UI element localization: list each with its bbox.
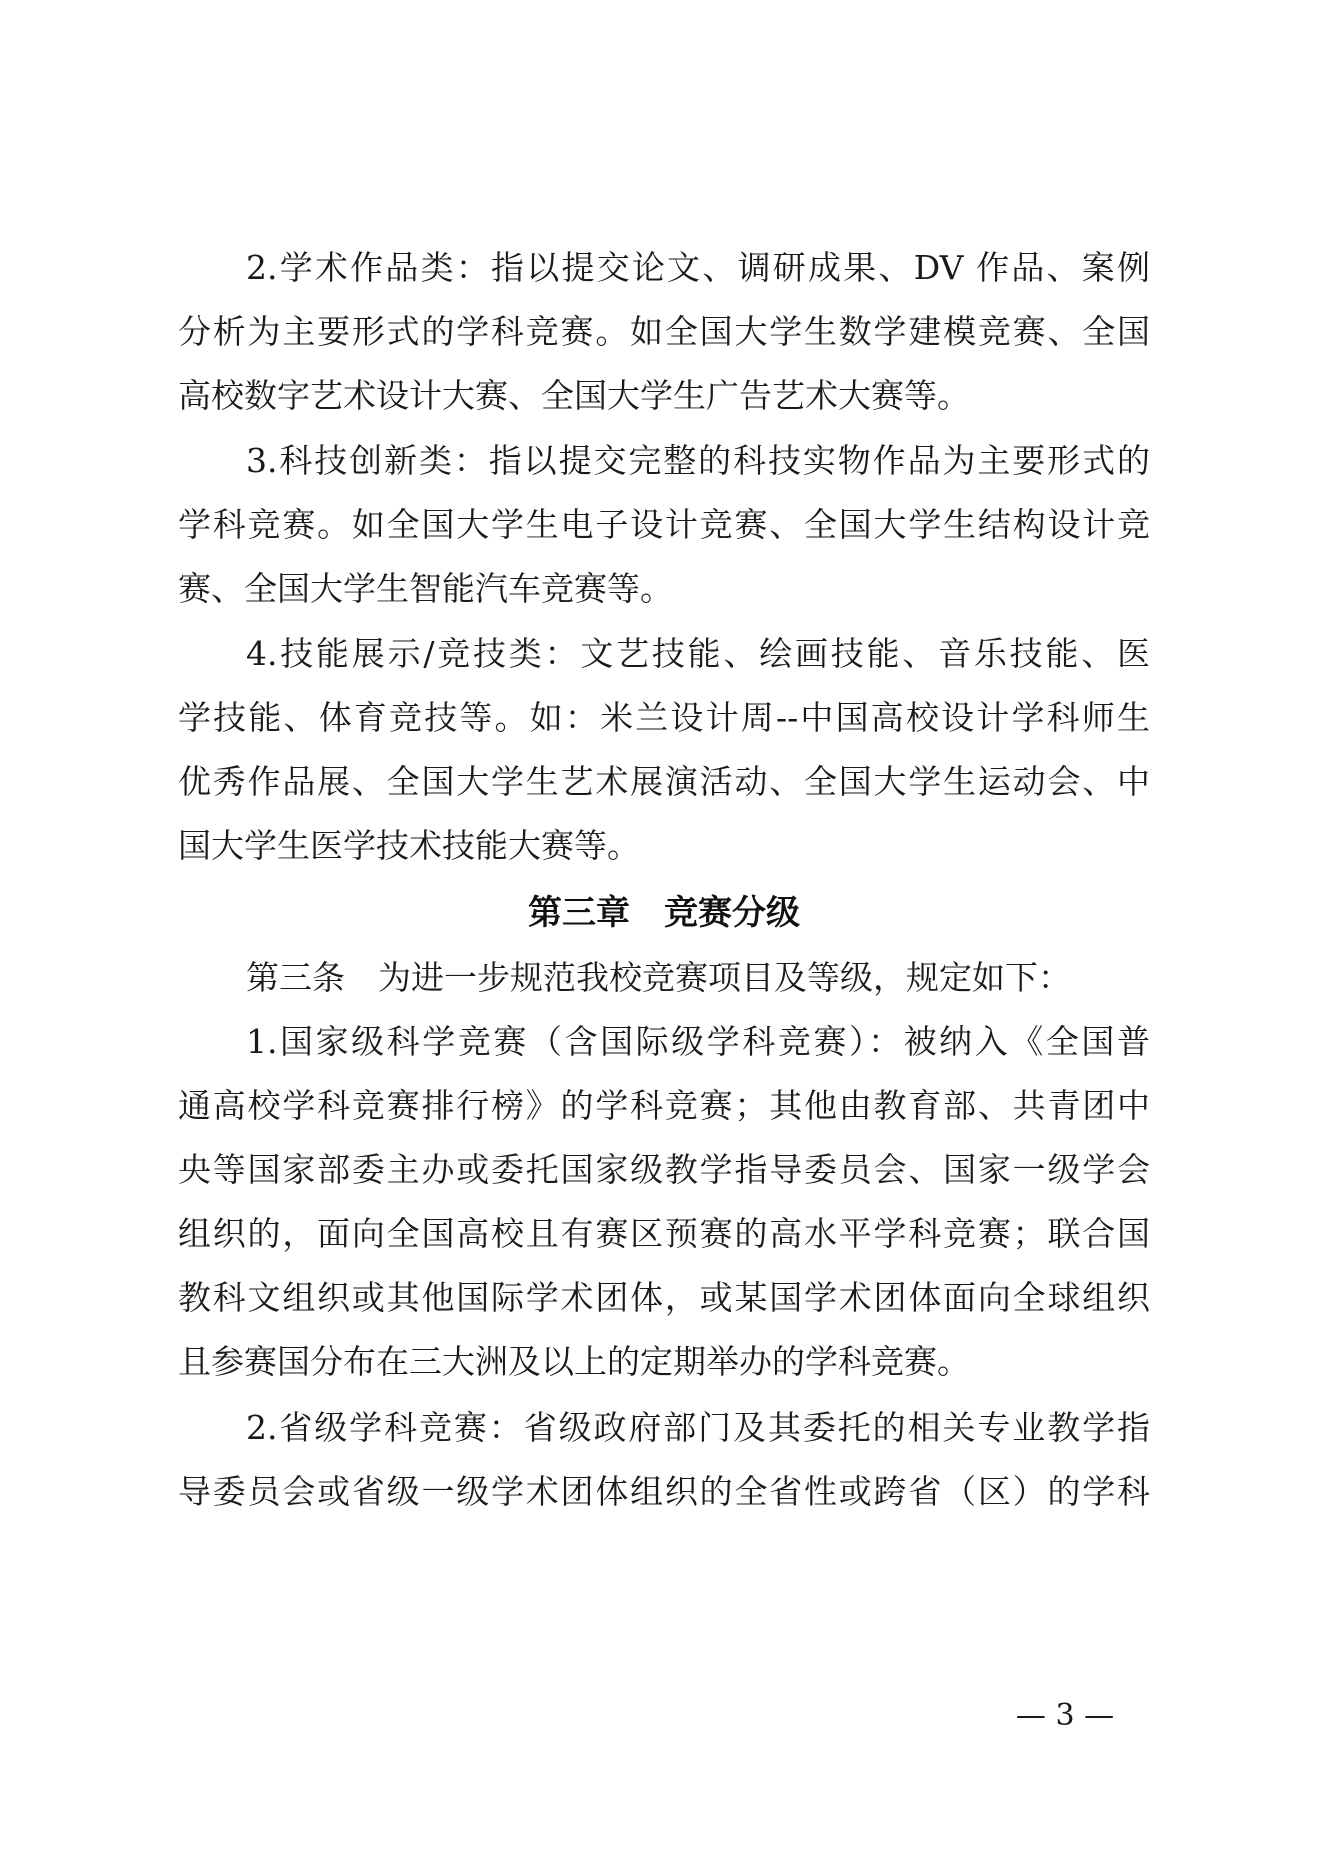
paragraph-line: 央等国家部委主办或委托国家级教学指导委员会、国家一级学会 xyxy=(178,1150,1150,1189)
paragraph-line: 3.科技创新类：指以提交完整的科技实物作品为主要形式的 xyxy=(246,441,1150,480)
paragraph-line: 学技能、体育竞技等。如：米兰设计周--中国高校设计学科师生 xyxy=(178,698,1150,737)
paragraph-line: 组织的，面向全国高校且有赛区预赛的高水平学科竞赛；联合国 xyxy=(178,1214,1150,1253)
paragraph-line: 通高校学科竞赛排行榜》的学科竞赛；其他由教育部、共青团中 xyxy=(178,1086,1150,1125)
paragraph-line: 分析为主要形式的学科竞赛。如全国大学生数学建模竞赛、全国 xyxy=(178,312,1150,351)
paragraph-line: 2.省级学科竞赛：省级政府部门及其委托的相关专业教学指 xyxy=(246,1408,1150,1447)
paragraph-line: 教科文组织或其他国际学术团体，或某国学术团体面向全球组织 xyxy=(178,1278,1150,1317)
paragraph-line: 2.学术作品类：指以提交论文、调研成果、DV 作品、案例 xyxy=(246,248,1150,287)
paragraph-line: 4.技能展示/竞技类：文艺技能、绘画技能、音乐技能、医 xyxy=(246,634,1150,673)
paragraph-line: 优秀作品展、全国大学生艺术展演活动、全国大学生运动会、中 xyxy=(178,762,1150,801)
paragraph-line: 赛、全国大学生智能汽车竞赛等。 xyxy=(178,569,673,608)
paragraph-line: 且参赛国分布在三大洲及以上的定期举办的学科竞赛。 xyxy=(178,1342,970,1381)
paragraph-line: 1.国家级科学竞赛（含国际级学科竞赛）：被纳入《全国普 xyxy=(246,1022,1150,1061)
chapter-heading: 第三章 竞赛分级 xyxy=(528,893,800,933)
paragraph-line: 导委员会或省级一级学术团体组织的全省性或跨省（区）的学科 xyxy=(178,1472,1150,1511)
paragraph-line: 学科竞赛。如全国大学生电子设计竞赛、全国大学生结构设计竞 xyxy=(178,505,1150,544)
article-intro: 第三条 为进一步规范我校竞赛项目及等级，规定如下： xyxy=(246,958,1071,997)
page-number: — 3 — xyxy=(1015,1698,1115,1733)
paragraph-line: 高校数字艺术设计大赛、全国大学生广告艺术大赛等。 xyxy=(178,376,970,415)
paragraph-line: 国大学生医学技术技能大赛等。 xyxy=(178,826,640,865)
